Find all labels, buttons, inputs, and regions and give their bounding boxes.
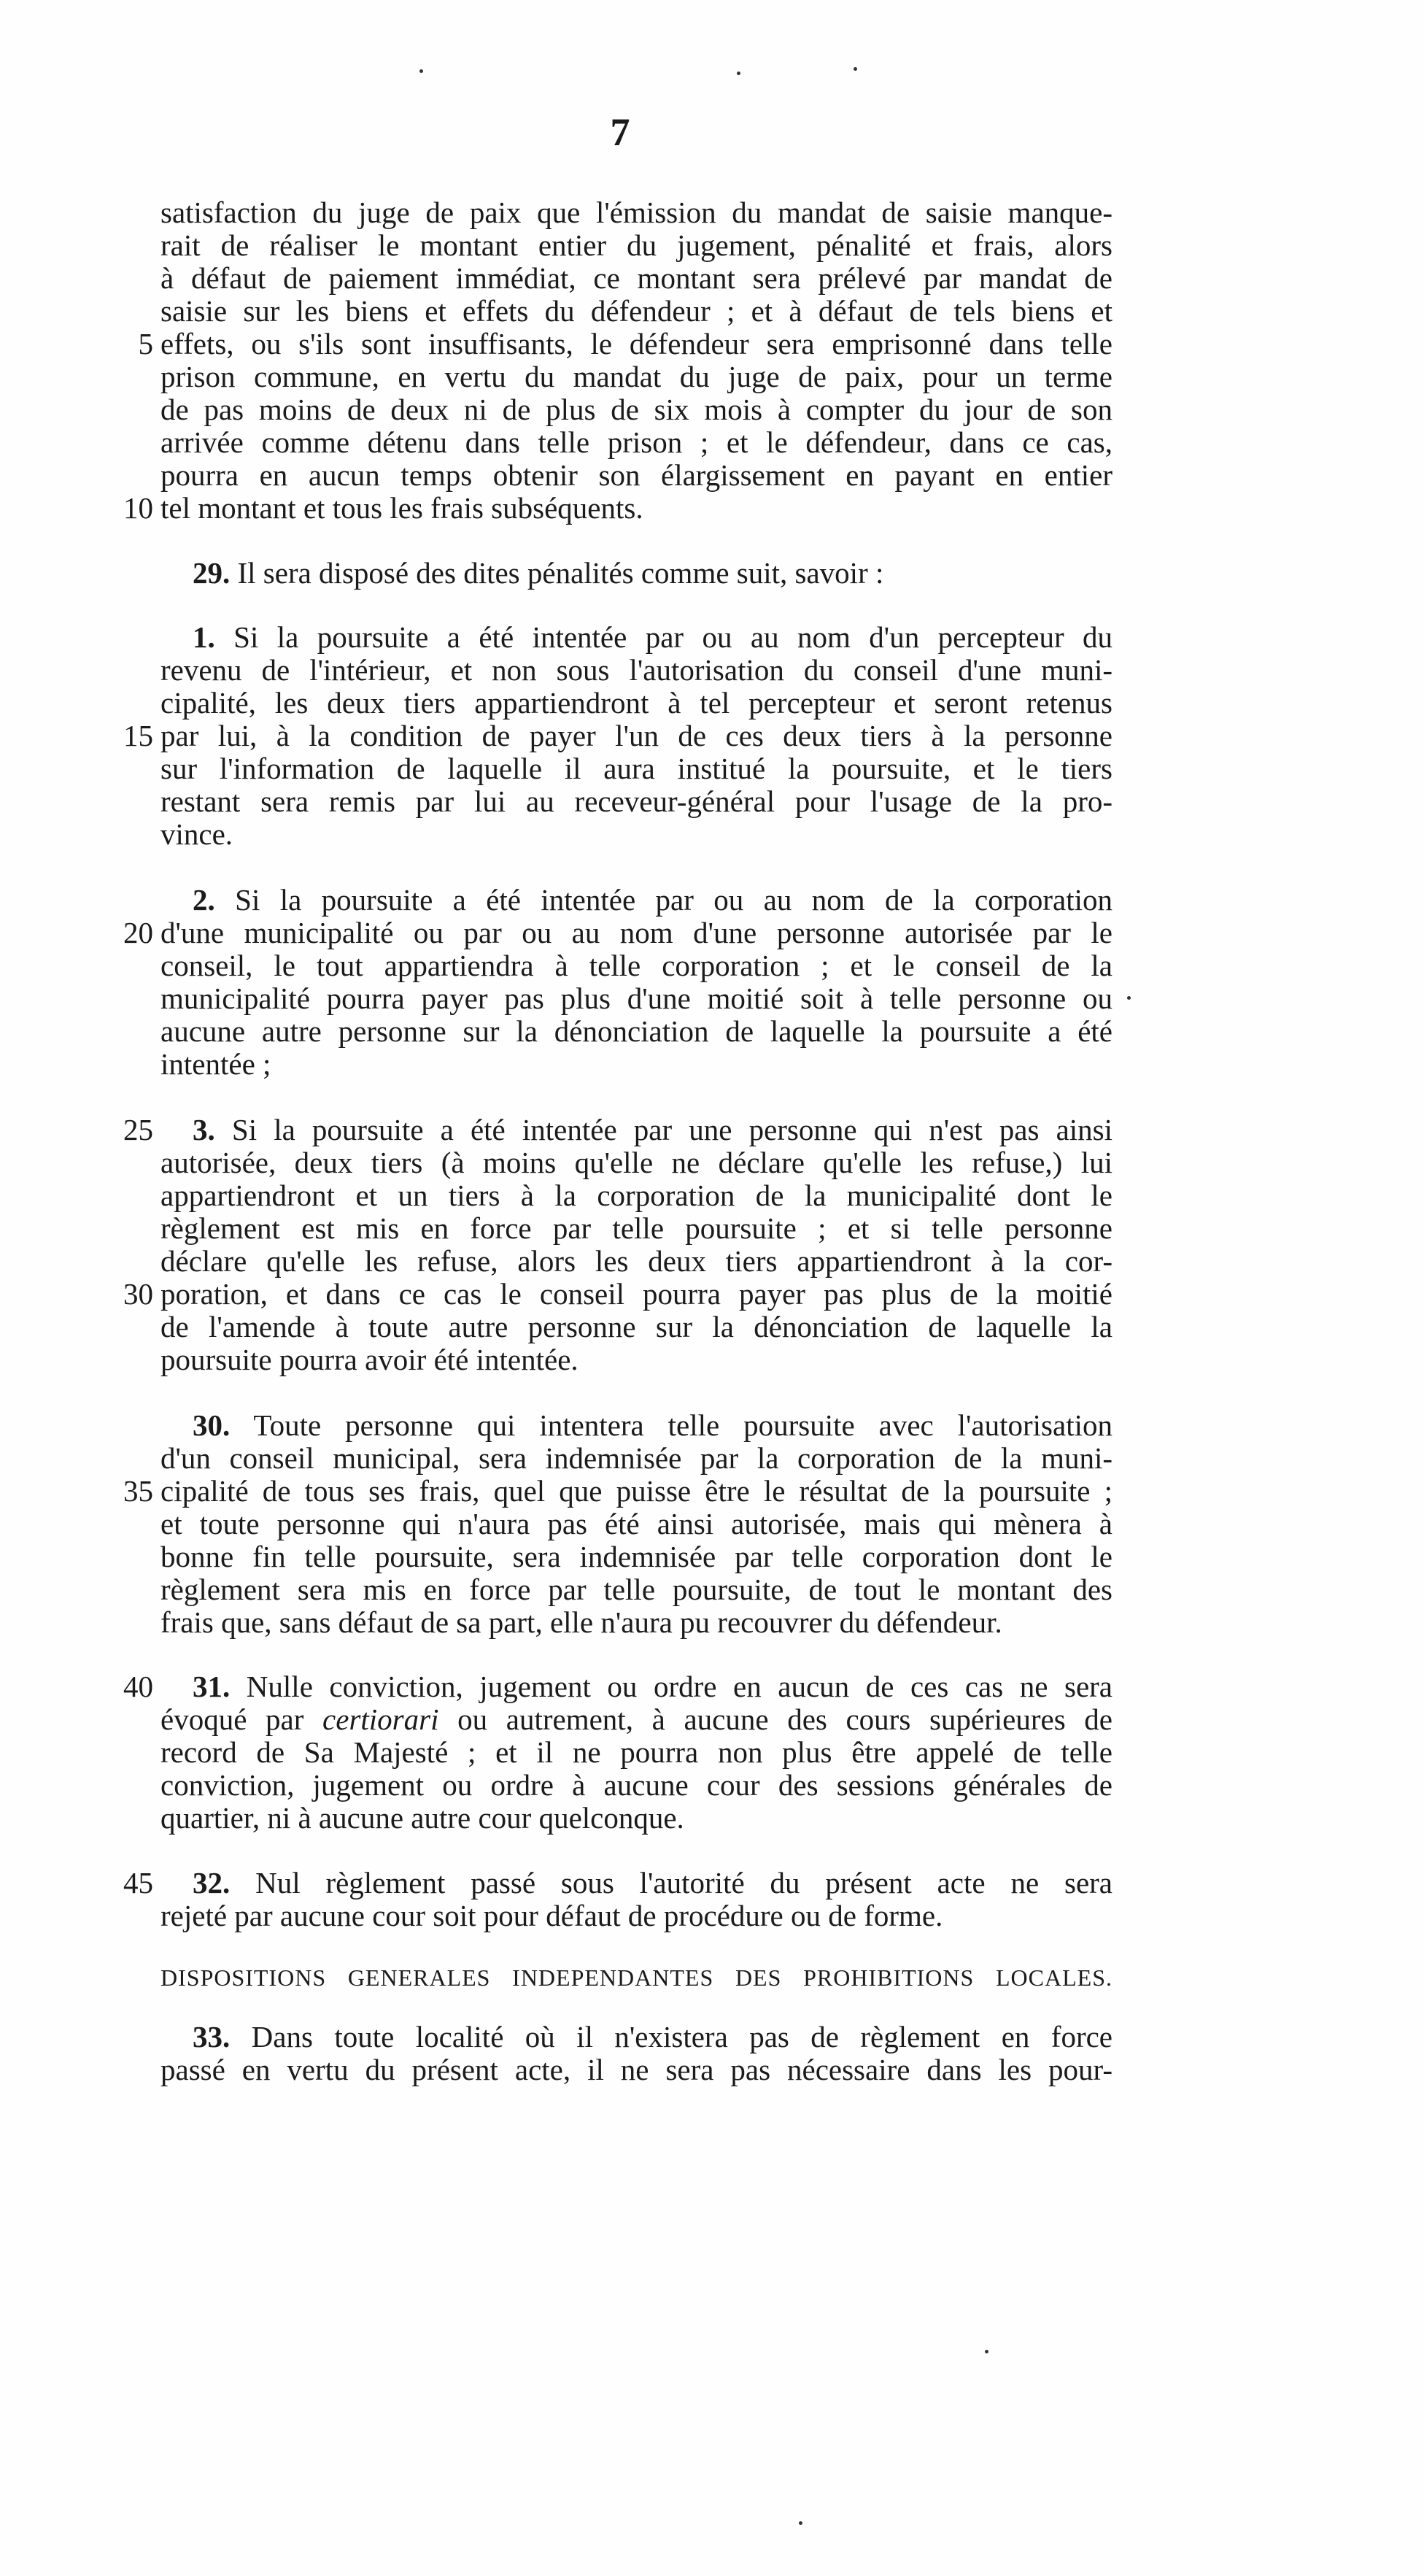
text-line: poration, et dans ce cas le conseil pourra payer pas plus de la moitié (160, 1277, 1112, 1311)
text-line: pourra en aucun temps obtenir son élargissement en payant en entier (160, 458, 1112, 492)
section-text: Dans toute localité où il n'existera pas de règlement en force (251, 2020, 1113, 2054)
scan-speck (985, 2350, 988, 2353)
text-line: règlement est mis en force par telle poursuite ; et si telle personne (160, 1211, 1112, 1245)
text-line: rejeté par aucune cour soit pour défaut de procédure ou de forme. (160, 1899, 943, 1932)
line-number: 10 (123, 491, 153, 525)
section-number: 31. (193, 1670, 231, 1703)
section-text: Toute personne qui intentera telle poursuite avec l'autorisation (253, 1408, 1112, 1442)
text-line: restant sera remis par lui au receveur-général pour l'usage de la pro- (160, 784, 1112, 818)
text-line: intentée ; (160, 1047, 271, 1081)
latin-term: certiorari (322, 1702, 439, 1736)
paragraph-1-first-line (193, 620, 1112, 654)
line-number: 5 (138, 327, 153, 360)
section-number: 32. (193, 1866, 231, 1900)
text-line: record de Sa Majesté ; et il ne pourra non plus être appelé de telle (160, 1735, 1112, 1769)
text-line: autorisée, deux tiers (à moins qu'elle ne déclare qu'elle les refuse,) lui (160, 1146, 1112, 1179)
text-line: frais que, sans défaut de sa part, elle n'aura pu recouvrer du défendeur. (160, 1605, 1002, 1639)
text-line: poursuite pourra avoir été intentée. (160, 1343, 578, 1376)
text-line: d'un conseil municipal, sera indemnisée par la corporation de la muni- (160, 1441, 1112, 1475)
section-text: Nul règlement passé sous l'autorité du présent acte ne sera (255, 1866, 1112, 1900)
scan-speck (737, 72, 740, 75)
text-line: arrivée comme détenu dans telle prison ; et le défendeur, dans ce cas, (160, 425, 1112, 459)
text-line: aucune autre personne sur la dénonciation de laquelle la poursuite a été (160, 1014, 1112, 1048)
section-33-first-line (193, 2020, 1112, 2054)
text-line: règlement sera mis en force par telle poursuite, de tout le montant des (160, 1573, 1112, 1606)
line-number: 15 (123, 719, 153, 752)
text-line: conseil, le tout appartiendra à telle corporation ; et le conseil de la (160, 949, 1112, 982)
scan-speck (799, 2521, 802, 2525)
text-line: de pas moins de deux ni de plus de six mois à compter du jour de son (160, 393, 1112, 426)
line-number: 20 (123, 916, 153, 949)
section-text: Nulle conviction, jugement ou ordre en aucun de ces cas ne sera (246, 1670, 1112, 1703)
section-text: Il sera disposé des dites pénalités comme suit, savoir : (237, 556, 884, 590)
paragraph-number: 3. (193, 1113, 215, 1146)
section-number: 30. (193, 1408, 231, 1442)
text-line: de l'amende à toute autre personne sur la dénonciation de laquelle la (160, 1310, 1112, 1343)
page-number: 7 (610, 110, 630, 154)
section-29-line (193, 556, 1112, 590)
text-line: appartiendront et un tiers à la corporation de la municipalité dont le (160, 1179, 1112, 1212)
scan-speck (419, 69, 423, 73)
text-line: bonne fin telle poursuite, sera indemnisée par telle corporation dont le (160, 1540, 1112, 1573)
paragraph-text: Si la poursuite a été intentée par ou au nom de la corporation (235, 883, 1113, 917)
text-line: satisfaction du juge de paix que l'émission du mandat de saisie manque- (160, 196, 1112, 229)
text-line: effets, ou s'ils sont insuffisants, le défendeur sera emprisonné dans telle (160, 327, 1112, 360)
text-line: municipalité pourra payer pas plus d'une moitié soit à telle personne ou (160, 982, 1112, 1015)
scan-speck (1127, 996, 1131, 1000)
section-number: 33. (193, 2020, 231, 2054)
text-line: cipalité, les deux tiers appartiendront à tel percepteur et seront retenus (160, 686, 1112, 720)
paragraph-3-first-line (193, 1113, 1112, 1146)
text-line: prison commune, en vertu du mandat du juge de paix, pour un terme (160, 360, 1112, 393)
line-number: 45 (123, 1866, 153, 1900)
line-number: 30 (123, 1277, 153, 1311)
scan-speck (854, 67, 857, 71)
text-segment: ou autrement, à aucune des cours supérieures de (438, 1702, 1112, 1736)
text-line: saisie sur les biens et effets du défendeur ; et à défaut de tels biens et (160, 294, 1112, 328)
paragraph-text: Si la poursuite a été intentée par une personne qui n'est pas ainsi (231, 1113, 1113, 1146)
paragraph-text: Si la poursuite a été intentée par ou au nom d'un percepteur du (233, 620, 1112, 654)
text-line: déclare qu'elle les refuse, alors les deux tiers appartiendront à la cor- (160, 1244, 1112, 1278)
section-32-first-line (193, 1866, 1112, 1900)
text-line: cipalité de tous ses frais, quel que puisse être le résultat de la poursuite ; (160, 1474, 1112, 1508)
line-number: 35 (123, 1474, 153, 1508)
paragraph-number: 1. (193, 620, 215, 654)
section-number: 29. (193, 556, 231, 590)
text-line: à défaut de paiement immédiat, ce montant sera prélevé par mandat de (160, 261, 1112, 295)
line-number: 25 (123, 1113, 153, 1146)
section-30-first-line (193, 1408, 1112, 1442)
text-line: vince. (160, 817, 233, 851)
paragraph-2-first-line (193, 883, 1112, 917)
text-line: conviction, jugement ou ordre à aucune cour des sessions générales de (160, 1768, 1112, 1802)
text-line: d'une municipalité ou par ou au nom d'une personne autorisée par le (160, 916, 1112, 949)
text-line: tel montant et tous les frais subséquents. (160, 491, 643, 525)
text-line-with-italic (160, 1702, 1112, 1736)
text-line: et toute personne qui n'aura pas été ainsi autorisée, mais qui mènera à (160, 1507, 1112, 1540)
section-31-first-line (193, 1670, 1112, 1703)
section-heading: DISPOSITIONS GENERALES INDEPENDANTES DES PROHIBITIONS LOCALES. (160, 1964, 1112, 1991)
text-line: quartier, ni à aucune autre cour quelconque. (160, 1801, 684, 1835)
text-line: revenu de l'intérieur, et non sous l'autorisation du conseil d'une muni- (160, 653, 1112, 687)
paragraph-number: 2. (193, 883, 215, 917)
line-number: 40 (123, 1670, 153, 1703)
text-line: sur l'information de laquelle il aura institué la poursuite, et le tiers (160, 752, 1112, 785)
text-line: rait de réaliser le montant entier du jugement, pénalité et frais, alors (160, 228, 1112, 262)
text-line: par lui, à la condition de payer l'un de ces deux tiers à la personne (160, 719, 1112, 752)
text-segment: évoqué par (160, 1702, 323, 1736)
text-line: passé en vertu du présent acte, il ne sera pas nécessaire dans les pour- (160, 2053, 1112, 2086)
